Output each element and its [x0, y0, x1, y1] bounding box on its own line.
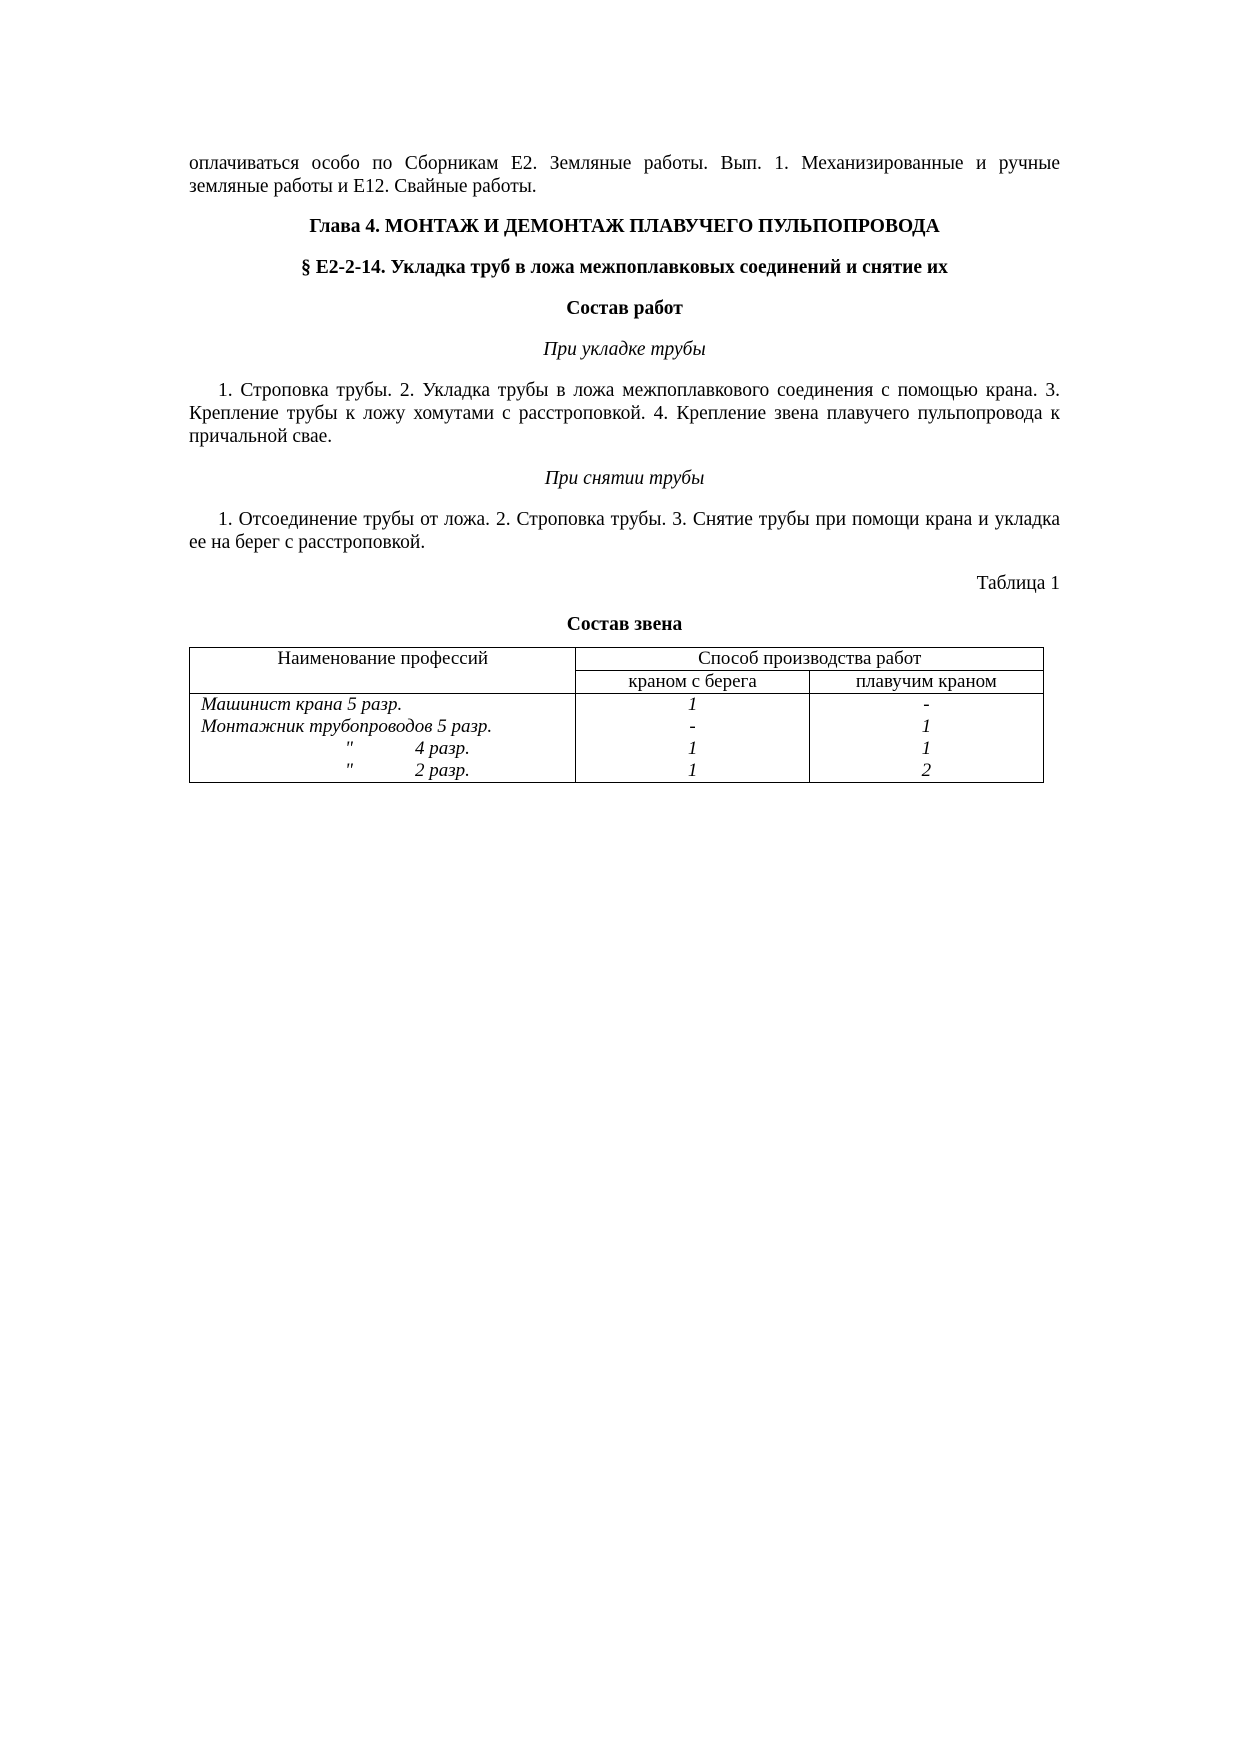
ditto-mark: "	[345, 738, 353, 759]
document-page	[189, 152, 1060, 783]
table-row	[190, 694, 1044, 717]
chapter-title: Глава 4. МОНТАЖ И ДЕМОНТАЖ ПЛАВУЧЕГО ПУЛЬПОПРОВОДА	[309, 216, 940, 237]
row-shore-count: -	[576, 716, 809, 738]
header-shore-crane: краном с берега	[576, 671, 809, 694]
crew-table	[189, 647, 1044, 783]
row-rank: 2 разр.	[415, 760, 470, 781]
removal-subheading: При снятии трубы	[544, 468, 705, 489]
removal-steps-paragraph: 1. Отсоединение трубы от ложа. 2. Строповка трубы. 3. Снятие трубы при помощи крана и укладка ее на берег с расстроповкой.	[189, 509, 1060, 553]
laying-subheading: При укладке трубы	[543, 339, 706, 360]
row-shore-count: 1	[576, 760, 809, 783]
header-profession: Наименование профессий	[190, 648, 576, 694]
row-floating-count: -	[809, 694, 1043, 717]
row-profession: Машинист крана 5 разр.	[190, 694, 576, 717]
row-rank: 4 разр.	[415, 738, 470, 759]
row-profession	[190, 738, 576, 760]
row-shore-count: 1	[576, 738, 809, 760]
row-shore-count: 1	[576, 694, 809, 717]
row-floating-count: 2	[809, 760, 1043, 783]
row-floating-count: 1	[809, 738, 1043, 760]
header-method: Способ производства работ	[576, 648, 1044, 671]
table-row	[190, 738, 1044, 760]
table-row	[190, 716, 1044, 738]
table-row	[190, 760, 1044, 783]
row-profession: Монтажник трубопроводов 5 разр.	[190, 716, 576, 738]
laying-steps-paragraph: 1. Строповка трубы. 2. Укладка трубы в ложа межпоплавкового соединения с помощью крана. 3. Крепление трубы к ложу хомутами с расстроповкой. 4. Крепление звена плавучего пульпопровода к причальной свае.	[189, 380, 1060, 447]
table-title: Состав звена	[566, 614, 683, 635]
table-label: Таблица 1	[976, 573, 1060, 594]
work-composition-heading: Состав работ	[566, 298, 683, 319]
header-floating-crane: плавучим краном	[809, 671, 1043, 694]
intro-paragraph: оплачиваться особо по Сборникам Е2. Земляные работы. Вып. 1. Механизированные и ручные земляные работы и Е12. Свайные работы.	[189, 153, 1060, 197]
section-title: § Е2-2-14. Укладка труб в ложа межпоплавковых соединений и снятие их	[301, 257, 948, 278]
ditto-mark: "	[345, 760, 353, 781]
row-profession	[190, 760, 576, 783]
row-floating-count: 1	[809, 716, 1043, 738]
table-header-row	[190, 648, 1044, 671]
